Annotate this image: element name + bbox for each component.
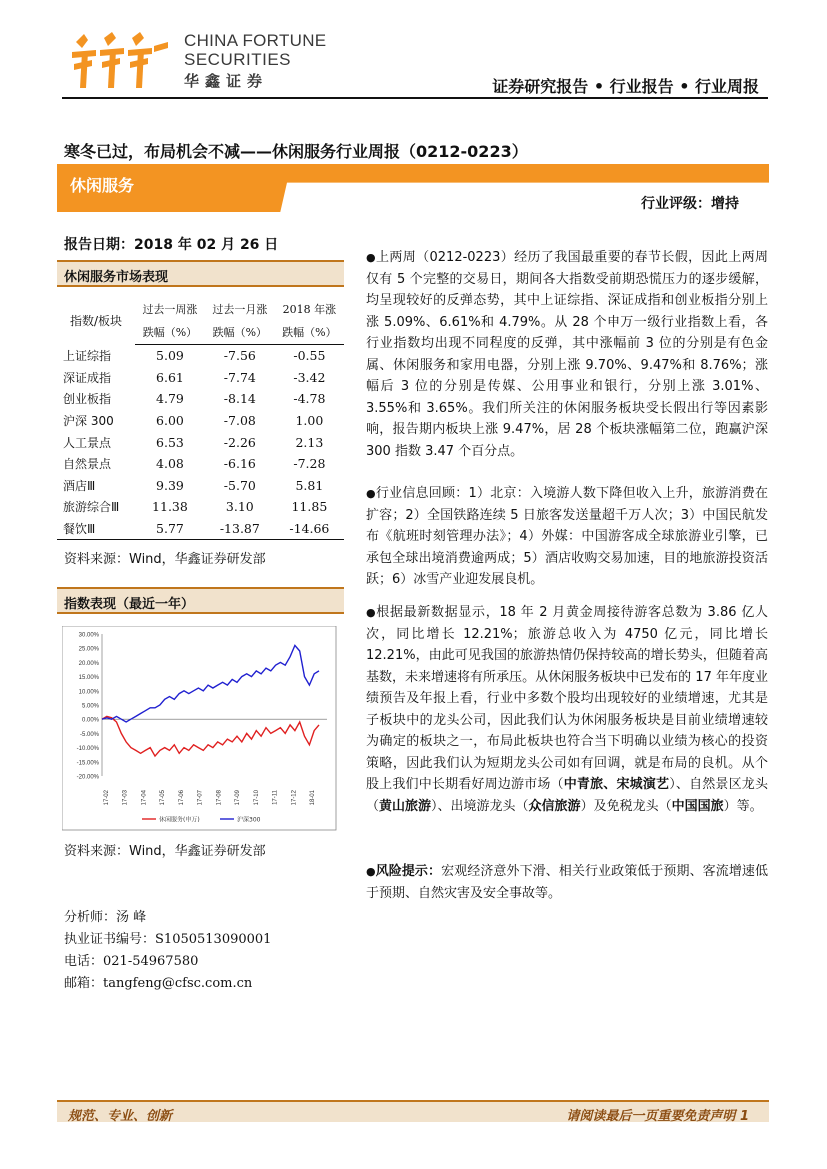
y-tick-label: 20.00%: [78, 660, 99, 667]
series-line-hs300: [102, 645, 319, 722]
col-header-ytd-sub: 跌幅（%）: [275, 321, 344, 345]
bullet-icon: ●: [366, 865, 376, 878]
index-section-heading-text: 指数表现（最近一年）: [64, 597, 195, 612]
y-tick-label: 0.00%: [81, 717, 99, 724]
row-name: 沪深 300: [63, 414, 114, 429]
row-name: 酒店Ⅲ: [63, 478, 96, 493]
bullet-icon: ●: [366, 251, 376, 264]
body-p3-text-c: ）、自然景区龙头（: [366, 777, 768, 814]
stock-highlight-3: 众信旅游: [528, 798, 581, 814]
y-tick-label: -10.00%: [76, 746, 99, 753]
analyst-email-label: 邮箱：: [64, 976, 104, 991]
body-p3-text-a: 根据最新数据显示，18 年 2 月黄金周接待游客总数为 3.86 亿人次，同比增长 12.21%；旅游总收入为 4750 亿元，同比增长 12.21%，由此可见我国的旅游热情仍保持较高的增长势头，但随着高基数，未来增速将有所承压。从休闲服务板块中已发布的 17 年年度业绩预告及年报上看，行业中多数个股均出现较好的业绩增速，尤其是子板块中的龙头公司，因此我们认为休闲服务板块是目前业绩增速较为确定的板块之一，布局此板块也符合当下明确以业绩为核心的投资策略，因此我们认为短期龙头公司如有回调，就是布局的良机。从个股上我们中长期看好周边游市场（: [366, 605, 768, 792]
row-name: 深证成指: [63, 370, 112, 385]
col-header-ytd: 2018 年涨: [282, 303, 337, 316]
analyst-email-value: tangfeng@cfsc.com.cn: [103, 976, 253, 991]
row-month: -7.56: [223, 348, 256, 364]
y-tick-label: -20.00%: [76, 774, 99, 781]
company-logo-icon: [70, 30, 170, 90]
x-tick-label: 17-06: [178, 790, 185, 806]
body-p1-text: 上两周（0212-0223）经历了我国最重要的春节长假，因此上两周仅有 5 个完整的交易日，期间各大指数受前期恐慌压力的逐步缓解，均呈现较好的反弹态势，其中上证综指、深证成指和创业板指分别上涨 5.09%、6.61%和 4.79%。从 28 个申万一级行业指数上看，各行业指数均出现不同程度的反弹，其中涨幅前 3 位的分别是有色金属、休闲服务和家用电器，分别上涨 9.70%、9.47%和 8.76%；涨幅后 3 位的分别是传媒、公用事业和银行，分别上涨 3.01%、3.55%和 3.65%。我们所关注的休闲服务板块受长假出行等因素影响，报告期内板块上涨 9.47%，居 28 个板块涨幅第二位，跑赢沪深 300 指数 3.47 个百分点。: [366, 250, 768, 459]
x-tick-label: 17-03: [122, 790, 129, 806]
row-name: 自然景点: [63, 457, 112, 472]
index-chart: [62, 626, 337, 831]
analyst-phone: [64, 950, 198, 969]
row-name: 人工景点: [63, 435, 112, 450]
x-tick-label: 17-10: [253, 790, 260, 806]
x-tick-label: 17-12: [291, 790, 298, 806]
col-header-month-sub: 跌幅（%）: [205, 321, 275, 345]
footer-slogan: 规范、专业、创新: [68, 1109, 173, 1124]
row-week: 4.08: [156, 456, 184, 472]
row-name: 创业板指: [63, 392, 112, 407]
row-month: -5.70: [223, 477, 256, 493]
x-tick-label: 17-05: [160, 790, 166, 806]
analyst-name: 分析师：汤 峰: [64, 910, 147, 925]
row-ytd: -14.66: [275, 518, 344, 540]
row-month: -13.87: [205, 518, 275, 540]
analyst-cert-label: 执业证书编号：: [64, 932, 156, 947]
market-table: [57, 298, 344, 540]
bullet-icon: ●: [366, 606, 377, 619]
stock-highlight-2: 黄山旅游: [379, 798, 432, 814]
risk-label: 风险提示：: [375, 864, 442, 879]
y-tick-label: 30.00%: [78, 632, 99, 639]
row-month: -6.16: [223, 456, 256, 472]
x-tick-label: 17-08: [216, 790, 223, 806]
row-month: -7.08: [223, 413, 256, 429]
table-row: [57, 453, 344, 475]
col-header-month: 过去一月涨: [212, 303, 268, 316]
row-month: -2.26: [223, 434, 256, 450]
col-header-index: 指数/板块: [69, 313, 123, 328]
body-paragraph-3: [366, 602, 768, 817]
table-row: [57, 367, 344, 389]
row-week: 9.39: [156, 477, 184, 493]
brand-name-cn: 华鑫证券: [184, 72, 269, 90]
brand-name-en-line2: SECURITIES: [184, 50, 292, 69]
body-p3-text-f: ）等。: [723, 798, 763, 814]
col-header-week-sub: 跌幅（%）: [135, 321, 205, 345]
x-tick-label: 17-07: [197, 790, 204, 806]
bullet-icon: ●: [366, 487, 376, 500]
legend-label: 休闲服务(申万): [159, 816, 200, 824]
x-tick-label: 17-09: [235, 790, 241, 806]
brand-name-en-line1: CHINA FORTUNE: [184, 31, 327, 50]
analyst-phone-value: 021-54967580: [103, 954, 199, 969]
body-p2-text: 行业信息回顾：1）北京：入境游人数下降但收入上升，旅游消费在扩容；2）全国铁路连续 5 日旅客发送量超千万人次；3）中国民航发布《航班时刻管理办法》；4）外媒：中国游客成全球旅游业引擎，已承包全球出境消费逾两成；5）酒店收购交易加速，目的地旅游投资活跃；6）冰雪产业迎发展良机。: [366, 486, 768, 587]
row-name: 餐饮Ⅲ: [57, 518, 135, 540]
market-section-heading-text: 休闲服务市场表现: [64, 270, 169, 285]
col-header-week: 过去一周涨: [142, 303, 198, 316]
table-row: [57, 388, 344, 410]
table-row: [57, 431, 344, 453]
y-tick-label: 5.00%: [81, 703, 99, 710]
body-paragraph-2: [366, 483, 768, 591]
report-date: 报告日期：2018 年 02 月 26 日: [64, 237, 279, 253]
row-ytd: 1.00: [295, 413, 324, 429]
row-month: -8.14: [223, 391, 256, 407]
row-ytd: -0.55: [293, 348, 326, 364]
header-divider: [62, 97, 768, 99]
analyst-cert: [64, 928, 271, 947]
sector-label: 休闲服务: [70, 176, 135, 195]
x-tick-label: 17-04: [141, 790, 148, 806]
analyst-phone-label: 电话：: [64, 954, 104, 969]
body-p3-text-d: ）、出境游龙头（: [431, 798, 529, 814]
risk-paragraph: [366, 861, 768, 904]
footer-disclaimer: 请阅读最后一页重要免责声明 1: [566, 1109, 749, 1124]
legend-label: 沪深300: [237, 816, 261, 824]
row-ytd: 5.81: [295, 477, 324, 493]
row-week: 6.00: [156, 413, 184, 429]
body-paragraph-1: [366, 247, 768, 462]
series-line-leisure: [102, 716, 319, 756]
stock-highlight-4: 中国国旅: [671, 798, 724, 814]
row-week: 6.61: [156, 369, 184, 385]
market-section-heading: [57, 260, 344, 287]
market-source: 资料来源：Wind，华鑫证券研发部: [64, 552, 266, 567]
table-row: [57, 518, 344, 540]
row-month: -7.74: [223, 369, 256, 385]
row-week: 5.77: [135, 518, 205, 540]
y-tick-label: 10.00%: [78, 689, 99, 696]
table-row: [57, 345, 344, 367]
stock-highlight-1: 中青旅、宋城演艺: [563, 777, 670, 792]
row-name: 旅游综合Ⅲ: [63, 500, 120, 515]
row-week: 5.09: [156, 348, 184, 364]
table-row: [57, 496, 344, 518]
row-week: 11.38: [152, 499, 188, 515]
report-type: 证券研究报告 • 行业报告 • 行业周报: [492, 77, 759, 96]
row-ytd: 2.13: [295, 434, 324, 450]
y-tick-label: 25.00%: [78, 646, 99, 653]
report-title: 寒冬已过，布局机会不减——休闲服务行业周报（0212-0223）: [64, 142, 528, 161]
x-tick-label: 17-11: [272, 790, 279, 805]
analyst-email: [64, 972, 252, 991]
row-ytd: -3.42: [293, 369, 326, 385]
table-row: [57, 410, 344, 432]
body-p3-text-e: ）及免税龙头（: [580, 798, 672, 814]
x-tick-label: 18-01: [310, 790, 316, 806]
row-month: 3.10: [225, 499, 254, 515]
y-tick-label: -5.00%: [79, 731, 99, 738]
industry-rating: 行业评级：增持: [641, 196, 739, 212]
index-section-heading: [57, 587, 344, 614]
chart-source: 资料来源：Wind，华鑫证券研发部: [64, 844, 266, 859]
y-tick-label: -15.00%: [76, 760, 99, 767]
x-tick-label: 17-02: [103, 790, 110, 806]
row-name: 上证综指: [63, 349, 112, 364]
row-week: 4.79: [156, 391, 184, 407]
row-week: 6.53: [156, 434, 184, 450]
analyst-cert-value: S1050513090001: [155, 932, 272, 947]
risk-text: 宏观经济意外下滑、相关行业政策低于预期、客流增速低于预期、自然灾害及安全事故等。: [366, 864, 768, 901]
row-ytd: 11.85: [291, 499, 328, 515]
y-tick-label: 15.00%: [78, 675, 99, 682]
table-row: [57, 475, 344, 497]
row-ytd: -4.78: [293, 391, 326, 407]
row-ytd: -7.28: [293, 456, 326, 472]
